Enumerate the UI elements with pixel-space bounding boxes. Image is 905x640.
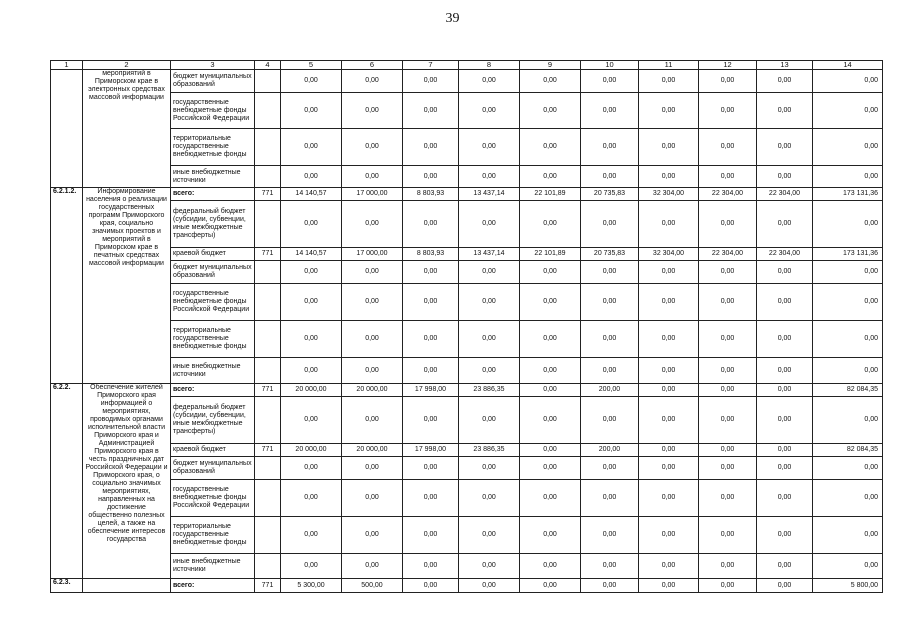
amount-cell: 20 735,83	[581, 248, 639, 261]
amount-cell: 0,00	[813, 201, 883, 248]
amount-cell: 0,00	[699, 284, 757, 321]
amount-cell: 0,00	[581, 261, 639, 284]
amount-cell: 0,00	[459, 201, 520, 248]
amount-cell: 0,00	[520, 201, 581, 248]
department-code	[255, 166, 281, 188]
department-code	[255, 321, 281, 358]
amount-cell: 0,00	[520, 93, 581, 129]
amount-cell: 0,00	[403, 201, 459, 248]
amount-cell: 0,00	[757, 284, 813, 321]
amount-cell: 0,00	[520, 554, 581, 579]
column-number-1: 1	[51, 61, 83, 70]
column-number-6: 6	[342, 61, 403, 70]
funding-source: федеральный бюджет (субсидии, субвенции, иные межбюджетные трансферты)	[171, 397, 255, 444]
amount-cell: 0,00	[813, 517, 883, 554]
amount-cell: 0,00	[342, 70, 403, 93]
amount-cell: 23 886,35	[459, 384, 520, 397]
amount-cell: 22 101,89	[520, 248, 581, 261]
amount-cell: 0,00	[342, 457, 403, 480]
amount-cell: 0,00	[342, 517, 403, 554]
amount-cell: 20 735,83	[581, 188, 639, 201]
department-code	[255, 397, 281, 444]
amount-cell: 5 300,00	[281, 579, 342, 593]
amount-cell: 0,00	[520, 166, 581, 188]
amount-cell: 0,00	[639, 444, 699, 457]
amount-cell: 8 803,93	[403, 188, 459, 201]
amount-cell: 0,00	[520, 321, 581, 358]
amount-cell: 0,00	[581, 554, 639, 579]
amount-cell: 0,00	[757, 70, 813, 93]
amount-cell: 0,00	[757, 166, 813, 188]
table-row	[51, 554, 883, 579]
amount-cell: 0,00	[699, 384, 757, 397]
amount-cell: 0,00	[639, 261, 699, 284]
funding-source: бюджет муниципальных образований	[171, 70, 255, 93]
table-row	[51, 397, 883, 444]
amount-cell: 0,00	[699, 70, 757, 93]
measure-description: Информирование населения о реализации государственных программ Приморского края, социально значимых проектов и мероприятий в Приморском крае в печатных средствах массовой информации	[83, 188, 171, 384]
table-row	[51, 93, 883, 129]
amount-cell: 0,00	[459, 457, 520, 480]
amount-cell: 0,00	[757, 321, 813, 358]
amount-cell: 22 304,00	[757, 188, 813, 201]
table-row	[51, 129, 883, 166]
amount-cell: 0,00	[813, 129, 883, 166]
department-code	[255, 129, 281, 166]
table-row	[51, 457, 883, 480]
amount-cell: 0,00	[699, 480, 757, 517]
amount-cell: 14 140,57	[281, 188, 342, 201]
amount-cell: 0,00	[520, 129, 581, 166]
amount-cell: 0,00	[342, 284, 403, 321]
table-row	[51, 70, 883, 93]
amount-cell: 0,00	[813, 261, 883, 284]
amount-cell: 0,00	[520, 284, 581, 321]
funding-source: иные внебюджетные источники	[171, 554, 255, 579]
column-number-11: 11	[639, 61, 699, 70]
amount-cell: 0,00	[699, 358, 757, 384]
funding-source: всего:	[171, 579, 255, 593]
amount-cell: 0,00	[699, 321, 757, 358]
amount-cell: 0,00	[403, 457, 459, 480]
department-code	[255, 457, 281, 480]
amount-cell: 0,00	[403, 129, 459, 166]
amount-cell: 0,00	[581, 397, 639, 444]
table-row	[51, 261, 883, 284]
amount-cell: 0,00	[403, 70, 459, 93]
amount-cell: 22 304,00	[699, 188, 757, 201]
amount-cell: 0,00	[281, 201, 342, 248]
amount-cell: 0,00	[520, 517, 581, 554]
amount-cell: 0,00	[639, 70, 699, 93]
amount-cell: 0,00	[520, 457, 581, 480]
amount-cell: 0,00	[281, 554, 342, 579]
funding-source: иные внебюджетные источники	[171, 166, 255, 188]
amount-cell: 0,00	[403, 480, 459, 517]
department-code: 771	[255, 444, 281, 457]
amount-cell: 0,00	[342, 554, 403, 579]
amount-cell: 20 000,00	[342, 444, 403, 457]
table-row	[51, 384, 883, 397]
amount-cell: 0,00	[639, 93, 699, 129]
amount-cell: 17 998,00	[403, 444, 459, 457]
amount-cell: 0,00	[757, 129, 813, 166]
amount-cell: 0,00	[281, 397, 342, 444]
amount-cell: 0,00	[459, 397, 520, 444]
amount-cell: 0,00	[520, 397, 581, 444]
measure-code: 6.2.2.	[51, 384, 83, 579]
table-row	[51, 480, 883, 517]
department-code	[255, 517, 281, 554]
amount-cell: 0,00	[757, 579, 813, 593]
amount-cell: 0,00	[757, 554, 813, 579]
amount-cell: 0,00	[342, 201, 403, 248]
amount-cell: 0,00	[581, 284, 639, 321]
amount-cell: 0,00	[459, 517, 520, 554]
amount-cell: 0,00	[581, 93, 639, 129]
amount-cell: 0,00	[699, 457, 757, 480]
amount-cell: 0,00	[813, 70, 883, 93]
amount-cell: 0,00	[813, 358, 883, 384]
table-row	[51, 248, 883, 261]
amount-cell: 0,00	[342, 129, 403, 166]
measure-description: мероприятий в Приморском крае в электронных средствах массовой информации	[83, 70, 171, 188]
amount-cell: 0,00	[520, 358, 581, 384]
column-number-row	[51, 61, 883, 70]
amount-cell: 0,00	[639, 129, 699, 166]
amount-cell: 0,00	[813, 321, 883, 358]
amount-cell: 0,00	[813, 397, 883, 444]
amount-cell: 14 140,57	[281, 248, 342, 261]
funding-source: государственные внебюджетные фонды Российской Федерации	[171, 480, 255, 517]
amount-cell: 0,00	[757, 384, 813, 397]
amount-cell: 0,00	[459, 554, 520, 579]
amount-cell: 23 886,35	[459, 444, 520, 457]
column-number-2: 2	[83, 61, 171, 70]
amount-cell: 200,00	[581, 384, 639, 397]
amount-cell: 0,00	[459, 480, 520, 517]
amount-cell: 0,00	[757, 397, 813, 444]
amount-cell: 0,00	[813, 166, 883, 188]
amount-cell: 0,00	[699, 579, 757, 593]
department-code: 771	[255, 188, 281, 201]
amount-cell: 0,00	[699, 201, 757, 248]
amount-cell: 0,00	[813, 457, 883, 480]
funding-source: территориальные государственные внебюджетные фонды	[171, 517, 255, 554]
amount-cell: 32 304,00	[639, 188, 699, 201]
amount-cell: 0,00	[281, 93, 342, 129]
amount-cell: 0,00	[639, 166, 699, 188]
amount-cell: 0,00	[342, 166, 403, 188]
amount-cell: 0,00	[757, 201, 813, 248]
column-number-10: 10	[581, 61, 639, 70]
amount-cell: 0,00	[403, 261, 459, 284]
funding-source: краевой бюджет	[171, 444, 255, 457]
amount-cell: 0,00	[459, 70, 520, 93]
amount-cell: 0,00	[581, 480, 639, 517]
measure-description: Обеспечение жителей Приморского края информацией о мероприятиях, проводимых органами исполнительной власти Приморского края и Администрацией Приморского края в честь праздничных дат Российской Федерации и Приморского края, о социально значимых мероприятиях, направленных на достижение общественно полезных целей, а также на обеспечение интересов государства	[83, 384, 171, 579]
department-code	[255, 284, 281, 321]
column-number-8: 8	[459, 61, 520, 70]
amount-cell: 0,00	[699, 444, 757, 457]
amount-cell: 0,00	[639, 284, 699, 321]
amount-cell: 17 998,00	[403, 384, 459, 397]
department-code: 771	[255, 384, 281, 397]
department-code	[255, 480, 281, 517]
amount-cell: 13 437,14	[459, 248, 520, 261]
amount-cell: 0,00	[281, 457, 342, 480]
amount-cell: 0,00	[342, 397, 403, 444]
amount-cell: 0,00	[581, 579, 639, 593]
table-row	[51, 166, 883, 188]
funding-source: бюджет муниципальных образований	[171, 261, 255, 284]
department-code	[255, 358, 281, 384]
amount-cell: 22 304,00	[757, 248, 813, 261]
amount-cell: 0,00	[520, 261, 581, 284]
measure-description	[83, 579, 171, 593]
amount-cell: 0,00	[459, 261, 520, 284]
budget-table	[50, 60, 883, 593]
amount-cell: 0,00	[520, 444, 581, 457]
funding-source: государственные внебюджетные фонды Российской Федерации	[171, 93, 255, 129]
amount-cell: 0,00	[459, 321, 520, 358]
amount-cell: 0,00	[403, 321, 459, 358]
amount-cell: 22 304,00	[699, 248, 757, 261]
funding-source: бюджет муниципальных образований	[171, 457, 255, 480]
amount-cell: 0,00	[403, 579, 459, 593]
amount-cell: 0,00	[281, 517, 342, 554]
amount-cell: 0,00	[581, 358, 639, 384]
amount-cell: 0,00	[281, 70, 342, 93]
amount-cell: 0,00	[342, 93, 403, 129]
amount-cell: 0,00	[813, 480, 883, 517]
amount-cell: 0,00	[581, 201, 639, 248]
amount-cell: 0,00	[639, 480, 699, 517]
amount-cell: 0,00	[639, 457, 699, 480]
table-row	[51, 284, 883, 321]
amount-cell: 0,00	[403, 358, 459, 384]
amount-cell: 0,00	[459, 166, 520, 188]
amount-cell: 5 800,00	[813, 579, 883, 593]
column-number-13: 13	[757, 61, 813, 70]
amount-cell: 0,00	[342, 321, 403, 358]
page-number: 39	[445, 11, 460, 26]
amount-cell: 0,00	[459, 93, 520, 129]
amount-cell: 0,00	[699, 397, 757, 444]
column-number-3: 3	[171, 61, 255, 70]
funding-source: всего:	[171, 384, 255, 397]
amount-cell: 0,00	[639, 554, 699, 579]
amount-cell: 0,00	[757, 93, 813, 129]
amount-cell: 0,00	[639, 321, 699, 358]
amount-cell: 0,00	[403, 284, 459, 321]
amount-cell: 0,00	[403, 517, 459, 554]
amount-cell: 20 000,00	[342, 384, 403, 397]
amount-cell: 0,00	[639, 358, 699, 384]
amount-cell: 0,00	[581, 129, 639, 166]
column-number-9: 9	[520, 61, 581, 70]
amount-cell: 0,00	[699, 129, 757, 166]
amount-cell: 20 000,00	[281, 444, 342, 457]
amount-cell: 0,00	[639, 397, 699, 444]
department-code	[255, 261, 281, 284]
amount-cell: 17 000,00	[342, 248, 403, 261]
amount-cell: 0,00	[581, 517, 639, 554]
amount-cell: 32 304,00	[639, 248, 699, 261]
amount-cell: 13 437,14	[459, 188, 520, 201]
measure-code: 6.2.3.	[51, 579, 83, 593]
amount-cell: 82 084,35	[813, 444, 883, 457]
department-code	[255, 554, 281, 579]
amount-cell: 0,00	[520, 384, 581, 397]
amount-cell: 0,00	[459, 358, 520, 384]
amount-cell: 200,00	[581, 444, 639, 457]
amount-cell: 173 131,36	[813, 248, 883, 261]
table-row	[51, 188, 883, 201]
funding-source: территориальные государственные внебюджетные фонды	[171, 129, 255, 166]
amount-cell: 0,00	[281, 480, 342, 517]
amount-cell: 0,00	[281, 358, 342, 384]
funding-source: всего:	[171, 188, 255, 201]
amount-cell: 0,00	[459, 579, 520, 593]
measure-code	[51, 70, 83, 188]
funding-source: территориальные государственные внебюджетные фонды	[171, 321, 255, 358]
amount-cell: 0,00	[813, 93, 883, 129]
amount-cell: 0,00	[699, 261, 757, 284]
amount-cell: 0,00	[581, 166, 639, 188]
amount-cell: 0,00	[520, 70, 581, 93]
amount-cell: 0,00	[342, 261, 403, 284]
amount-cell: 0,00	[813, 284, 883, 321]
amount-cell: 0,00	[639, 384, 699, 397]
funding-source: иные внебюджетные источники	[171, 358, 255, 384]
funding-source: краевой бюджет	[171, 248, 255, 261]
amount-cell: 8 803,93	[403, 248, 459, 261]
department-code: 771	[255, 248, 281, 261]
column-number-5: 5	[281, 61, 342, 70]
department-code	[255, 201, 281, 248]
table-row	[51, 358, 883, 384]
table-row	[51, 444, 883, 457]
amount-cell: 0,00	[581, 457, 639, 480]
measure-code: 6.2.1.2.	[51, 188, 83, 384]
amount-cell: 0,00	[403, 166, 459, 188]
table-row	[51, 201, 883, 248]
amount-cell: 0,00	[281, 321, 342, 358]
amount-cell: 0,00	[581, 70, 639, 93]
column-number-12: 12	[699, 61, 757, 70]
amount-cell: 20 000,00	[281, 384, 342, 397]
amount-cell: 0,00	[699, 554, 757, 579]
amount-cell: 0,00	[342, 358, 403, 384]
amount-cell: 0,00	[699, 93, 757, 129]
amount-cell: 0,00	[757, 517, 813, 554]
table-row	[51, 579, 883, 593]
amount-cell: 0,00	[699, 166, 757, 188]
amount-cell: 0,00	[757, 358, 813, 384]
amount-cell: 0,00	[520, 480, 581, 517]
amount-cell: 82 084,35	[813, 384, 883, 397]
amount-cell: 0,00	[403, 93, 459, 129]
amount-cell: 0,00	[403, 397, 459, 444]
amount-cell: 0,00	[699, 517, 757, 554]
amount-cell: 0,00	[813, 554, 883, 579]
amount-cell: 0,00	[281, 129, 342, 166]
department-code	[255, 70, 281, 93]
column-number-14: 14	[813, 61, 883, 70]
table-row	[51, 321, 883, 358]
amount-cell: 0,00	[757, 480, 813, 517]
amount-cell: 0,00	[581, 321, 639, 358]
amount-cell: 0,00	[342, 480, 403, 517]
table-row	[51, 517, 883, 554]
amount-cell: 0,00	[459, 129, 520, 166]
amount-cell: 0,00	[757, 261, 813, 284]
amount-cell: 0,00	[281, 166, 342, 188]
department-code	[255, 93, 281, 129]
amount-cell: 22 101,89	[520, 188, 581, 201]
amount-cell: 0,00	[639, 201, 699, 248]
amount-cell: 0,00	[403, 554, 459, 579]
amount-cell: 0,00	[757, 444, 813, 457]
amount-cell: 0,00	[639, 579, 699, 593]
column-number-4: 4	[255, 61, 281, 70]
amount-cell: 0,00	[520, 579, 581, 593]
amount-cell: 0,00	[281, 261, 342, 284]
amount-cell: 173 131,36	[813, 188, 883, 201]
amount-cell: 0,00	[281, 284, 342, 321]
amount-cell: 0,00	[459, 284, 520, 321]
department-code: 771	[255, 579, 281, 593]
amount-cell: 500,00	[342, 579, 403, 593]
amount-cell: 0,00	[757, 457, 813, 480]
amount-cell: 0,00	[639, 517, 699, 554]
funding-source: государственные внебюджетные фонды Российской Федерации	[171, 284, 255, 321]
column-number-7: 7	[403, 61, 459, 70]
funding-source: федеральный бюджет (субсидии, субвенции, иные межбюджетные трансферты)	[171, 201, 255, 248]
amount-cell: 17 000,00	[342, 188, 403, 201]
